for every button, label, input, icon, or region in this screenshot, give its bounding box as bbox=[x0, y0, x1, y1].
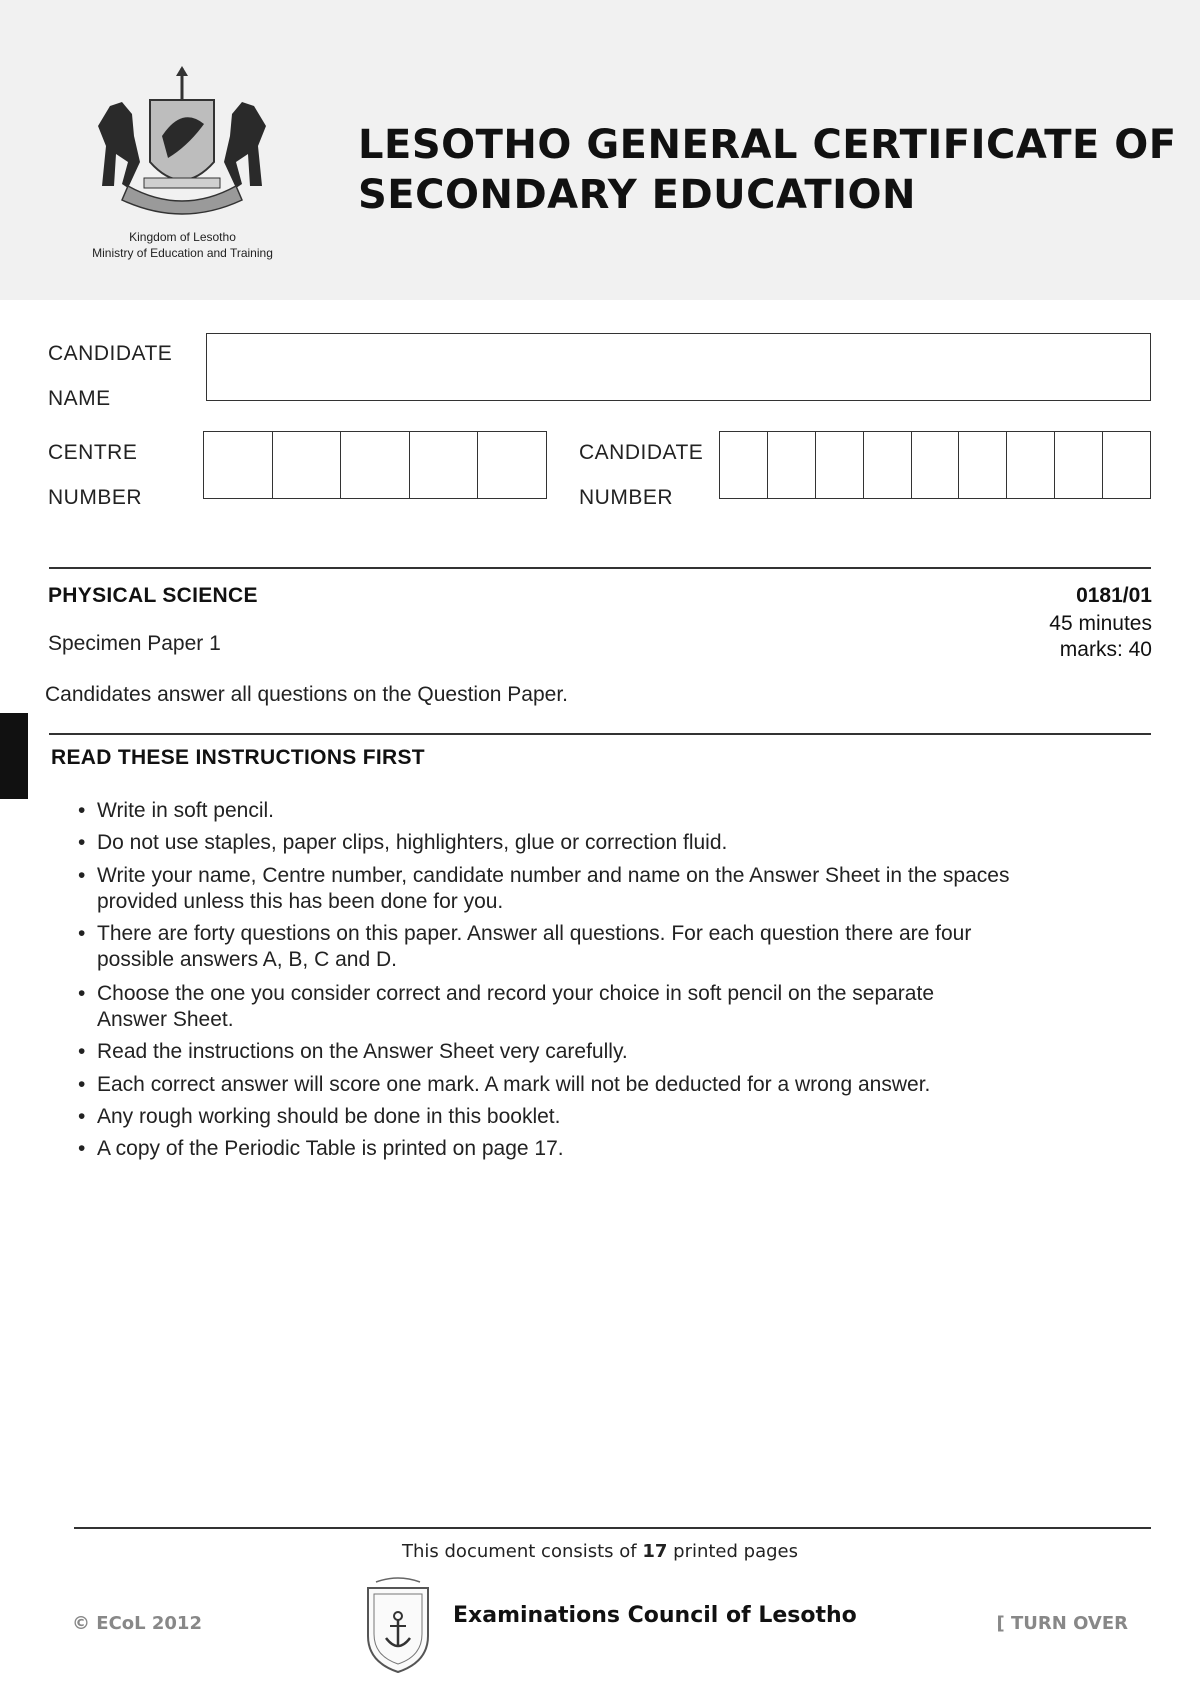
page-edge-tab bbox=[0, 713, 28, 799]
instruction-text: Write your name, Centre number, candidate number and name on the Answer Sheet in the spaces provided unless this has been done for you. bbox=[97, 864, 1010, 913]
candidate-number-label-2: NUMBER bbox=[579, 486, 674, 509]
candidate-number-cell[interactable] bbox=[1007, 432, 1055, 498]
centre-number-field[interactable] bbox=[203, 431, 547, 499]
bullet: • bbox=[78, 982, 86, 1005]
candidate-number-cell[interactable] bbox=[768, 432, 816, 498]
instruction-item bbox=[78, 798, 1098, 824]
centre-number-label-2: NUMBER bbox=[48, 486, 143, 509]
candidate-name-label-1: CANDIDATE bbox=[48, 342, 173, 365]
instruction-item bbox=[78, 1136, 1098, 1162]
exam-title-line-2: SECONDARY EDUCATION bbox=[358, 172, 916, 218]
instruction-text: Each correct answer will score one mark. A mark will not be deducted for a wrong answer. bbox=[97, 1073, 931, 1096]
candidate-number-field[interactable] bbox=[719, 431, 1151, 499]
centre-number-cell[interactable] bbox=[204, 432, 273, 498]
instruction-text: There are forty questions on this paper. Answer all questions. For each question there are four possible answers A, B, C and D. bbox=[97, 922, 972, 971]
instruction-item bbox=[78, 863, 1088, 915]
centre-number-cell[interactable] bbox=[341, 432, 410, 498]
instruction-item bbox=[78, 981, 1008, 1033]
divider-top bbox=[49, 567, 1151, 569]
crest-caption-kingdom: Kingdom of Lesotho bbox=[129, 230, 236, 244]
instructions-heading: READ THESE INSTRUCTIONS FIRST bbox=[51, 746, 425, 769]
header-band bbox=[0, 0, 1200, 300]
divider-bottom bbox=[49, 733, 1151, 735]
instruction-item bbox=[78, 830, 1098, 856]
candidate-number-cell[interactable] bbox=[959, 432, 1007, 498]
paper-duration: 45 minutes bbox=[1049, 612, 1152, 635]
subject-title: PHYSICAL SCIENCE bbox=[48, 584, 258, 607]
council-name: Examinations Council of Lesotho bbox=[453, 1603, 857, 1628]
bullet: • bbox=[78, 799, 86, 822]
crest-caption-ministry: Ministry of Education and Training bbox=[92, 246, 273, 260]
paper-name: Specimen Paper 1 bbox=[48, 632, 221, 655]
instruction-item bbox=[78, 1039, 1098, 1065]
copyright-notice: © ECoL 2012 bbox=[72, 1613, 202, 1634]
bullet: • bbox=[78, 1137, 86, 1160]
candidate-number-cell[interactable] bbox=[912, 432, 960, 498]
centre-number-label-1: CENTRE bbox=[48, 441, 138, 464]
instruction-text: A copy of the Periodic Table is printed on page 17. bbox=[97, 1137, 564, 1160]
candidate-name-label-2: NAME bbox=[48, 387, 111, 410]
centre-number-cell[interactable] bbox=[478, 432, 546, 498]
turn-over-note: [ TURN OVER bbox=[996, 1613, 1128, 1634]
exam-title bbox=[358, 120, 1177, 220]
page-count-post: printed pages bbox=[667, 1541, 798, 1562]
instruction-text: Do not use staples, paper clips, highlighters, glue or correction fluid. bbox=[97, 831, 728, 854]
page-count-number: 17 bbox=[642, 1541, 668, 1562]
bullet: • bbox=[78, 1105, 86, 1128]
instruction-text: Read the instructions on the Answer Sheet very carefully. bbox=[97, 1040, 628, 1063]
bullet: • bbox=[78, 831, 86, 854]
lesotho-coat-of-arms-icon bbox=[92, 66, 272, 226]
page-count-note bbox=[0, 1541, 1200, 1562]
instruction-item bbox=[78, 1104, 1098, 1130]
ecol-seal-icon bbox=[362, 1574, 434, 1674]
bullet: • bbox=[78, 1073, 86, 1096]
centre-number-cell[interactable] bbox=[410, 432, 479, 498]
candidate-number-label-1: CANDIDATE bbox=[579, 441, 704, 464]
paper-marks: marks: 40 bbox=[1059, 638, 1152, 661]
candidate-number-cell[interactable] bbox=[720, 432, 768, 498]
instruction-text: Any rough working should be done in this booklet. bbox=[97, 1105, 561, 1128]
paper-code: 0181/01 bbox=[1076, 584, 1152, 607]
bullet: • bbox=[78, 1040, 86, 1063]
candidate-number-cell[interactable] bbox=[1103, 432, 1150, 498]
centre-number-cell[interactable] bbox=[273, 432, 342, 498]
instruction-item bbox=[78, 1072, 1098, 1098]
answer-location-note: Candidates answer all questions on the Question Paper. bbox=[45, 683, 569, 706]
candidate-number-cell[interactable] bbox=[1055, 432, 1103, 498]
candidate-name-field[interactable] bbox=[206, 333, 1151, 401]
footer-divider bbox=[74, 1527, 1151, 1529]
bullet: • bbox=[78, 922, 86, 945]
candidate-number-cell[interactable] bbox=[864, 432, 912, 498]
exam-title-line-1: LESOTHO GENERAL CERTIFICATE OF bbox=[358, 122, 1177, 168]
bullet: • bbox=[78, 864, 86, 887]
page-count-pre: This document consists of bbox=[402, 1541, 643, 1562]
instruction-text: Write in soft pencil. bbox=[97, 799, 275, 822]
instruction-text: Choose the one you consider correct and record your choice in soft pencil on the separate Answer Sheet. bbox=[97, 982, 934, 1031]
instruction-item bbox=[78, 921, 1038, 973]
candidate-number-cell[interactable] bbox=[816, 432, 864, 498]
